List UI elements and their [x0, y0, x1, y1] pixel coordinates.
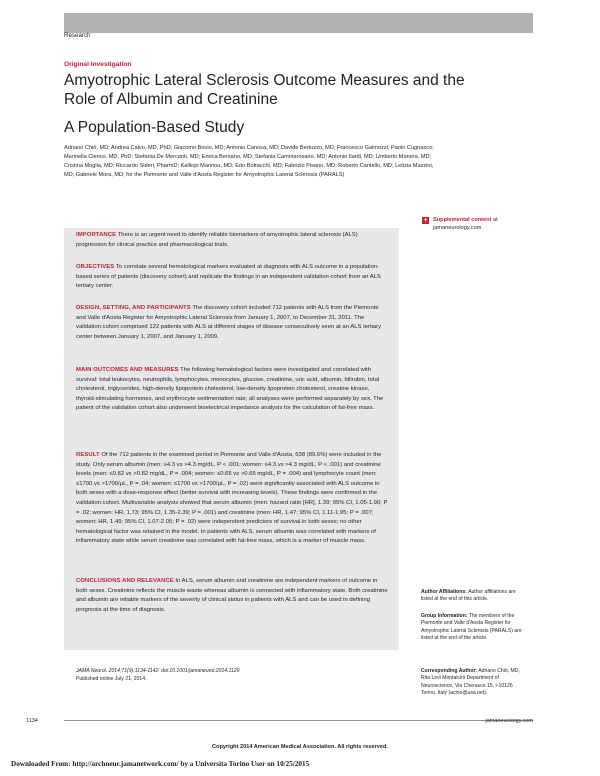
abstract-design [76, 304, 390, 342]
download-stamp: Downloaded From: http://archneur.jamanetwork.com/ by a Universita Torino User on 10/25/2015 [11, 760, 310, 768]
affiliations-heading: Author Affiliations: [421, 589, 467, 595]
journal-url: jamaneurology.com [485, 718, 533, 724]
section-heading: RESULT [76, 452, 100, 458]
section-heading: DESIGN, SETTING, AND PARTICIPANTS [76, 305, 191, 311]
section-heading: MAIN OUTCOMES AND MEASURES [76, 367, 179, 373]
abstract-result [76, 451, 390, 547]
section-text: The following hematological factors were investigated and correlated with survival: total leukocytes, neutrophils, lymphocytes, monocytes, glucose, creatinine, uric acid, albumin, bilirubin, total cholesterol, triglycerides, high-density lipoprotein cholesterol, low-density lipoprotein cholesterol, creatine kinase, thyroid-stimulating hormones, and erythrocyte sedimentation rate; all analyses were performed separately by sex. The patient of the validation cohort also underwent bioelectrical impedance analysis for the calculation of fat-free mass. [76, 367, 384, 412]
article-title: Amyotrophic Lateral Sclerosis Outcome Measures and the Role of Albumin and Creatinine [64, 72, 465, 108]
section-text: Of the 712 patients in the examined period in Piemonte and Valle d'Aosta, 638 (89.6%) were included in the study. Only serum albumin (men: ≤4.3 vs >4.3 mg/dL, P < .001; women: ≤4.3 vs >4.3 mg/dL, P < .001) and creatinine levels (men: ≤0.82 vs >0.82 mg/dL, P = .004; women: ≤0.65 vs >0.65 mg/dL, P = .004) and lymphocyte count (men: ≤1700 vs >1700/μL, P = .04; women: ≤1700 vs >1700/μL, P = .02) were significantly associated with ALS outcome in both sexes with a dose-response effect (better survival with increasing levels). These findings were confirmed in the validation cohort. Multivariable analysis showed that serum albumin (men: hazard ratio [HR], 1.39; 95% CI, 1.05-1.90; P = .02; women: HR, 1.73; 95% CI, 1.35-2.39; P = .001) and creatinine (men: HR, 1.47; 95% CI, 1.11-1.95; P = .007; women: HR, 1.49; 95% CI, 1.07-2.05; P = .02) were independent predictors of survival in both sexes; no other hematological factor was retained in the model. In patients with ALS, serum albumin was correlated with markers of inflammatory state while serum creatinine was correlated with fat-free mass, which is a marker of muscle mass. [76, 452, 388, 545]
section-heading: IMPORTANCE [76, 232, 117, 238]
supplemental-label: Supplemental content [433, 217, 492, 223]
abstract-importance [76, 231, 390, 250]
page-number: 1134 [26, 718, 38, 724]
header-band [64, 13, 533, 33]
published-online: Published online July 21, 2014. [76, 675, 147, 682]
citation [76, 668, 390, 683]
citation-line: JAMA Neurol. 2014;71(9):1134-1142. doi:10.1001/jamaneurol.2014.1129 [76, 668, 240, 674]
section-text: There is an urgent need to identify reliable biomarkers of amyotrophic lateral sclerosis (ALS) progression for clinical practice and pharmacological trials. [76, 232, 358, 248]
footer-divider [64, 720, 533, 721]
corresponding-heading: Corresponding Author: [421, 668, 478, 674]
section-heading: CONCLUSIONS AND RELEVANCE [76, 578, 174, 584]
supplemental-url: at jamaneurology.com [433, 217, 498, 231]
article-type-label: Original Investigation [64, 61, 132, 68]
author-list: Adriano Chiò, MD; Andrea Calvo, MD, PhD; Giacomo Bovio, MD; Antonio Canosa, MD; Davide Bertuzzo, MD; Francesco Galmozzi; Paolo Cugnasco; Marinella Clerico, MD, PhD; Stefania De Mercanti, MD; Enrica Bersano, MD; Stefania Cammarosano, MD; Antonio Ilardi, MD; Umberto Manera, MD; Cristina Moglia, MD; Riccardo Sideri, PharmD; Kalliopi Marinou, MD; Edo Bottacchi, MD; Fabrizio Pisano, MD; Roberto Cantello, MD; Letizia Mazzini, MD; Gabriele Mora, MD; for the Piemonte and Valle d'Aosta Register for Amyotrophic Lateral Sclerosis (PARALS) [64, 145, 434, 178]
plus-icon[interactable]: + [423, 217, 428, 224]
group-heading: Group Information: [421, 613, 468, 619]
author-affiliations [421, 589, 529, 604]
abstract-conclusions [76, 577, 390, 615]
section-text: In ALS, serum albumin and creatinine are independent markers of outcome in both sexes. Creatinine reflects the muscle waste whereas albumin is connected with inflammatory state. Both creatinine and albumin are reliable markers of the severity of clinical status in patients with ALS and can be used in defining prognosis at the time of diagnosis. [76, 578, 388, 613]
corresponding-text: Adriano Chiò, MD, Rita Levi Montalcini Department of Neuroscience, Via Cherasco 15, I-10126 Torino, Italy (achio@usa.net). [421, 668, 520, 697]
supplemental-content-link[interactable] [433, 216, 533, 232]
abstract-objectives [76, 263, 390, 292]
section-heading: OBJECTIVES [76, 264, 115, 270]
affiliations-text: Author affiliations are listed at the end of this article. [421, 589, 516, 603]
abstract-outcomes [76, 366, 390, 414]
section-label: Research [64, 32, 91, 39]
section-text: To correlate several hematological markers evaluated at diagnosis with ALS outcome in a population-based series of patients (discovery cohort) and replicate the findings in an independent validation cohort from an ALS tertiary center. [76, 264, 381, 290]
section-text: The discovery cohort included 712 patients with ALS from the Piemonte and Valle d'Aosta Register for Amyotrophic Lateral Sclerosis from January 1, 2007, to December 31, 2011. The validation cohort comprised 122 patients with ALS at different stages of disease consecutively seen at an ALS tertiary center between January 1, 2007, and January 1, 2009. [76, 305, 382, 340]
group-information [421, 613, 529, 643]
corresponding-author [421, 668, 529, 698]
copyright-notice: Copyright 2014 American Medical Association. All rights reserved. [212, 744, 388, 750]
group-text: The members of the Piemonte and Valle d'Aosta Register for Amyotrophic Lateral Sclerosis (PARALS) are listed at the end of the article. [421, 613, 522, 642]
article-subtitle: A Population-Based Study [64, 119, 245, 136]
